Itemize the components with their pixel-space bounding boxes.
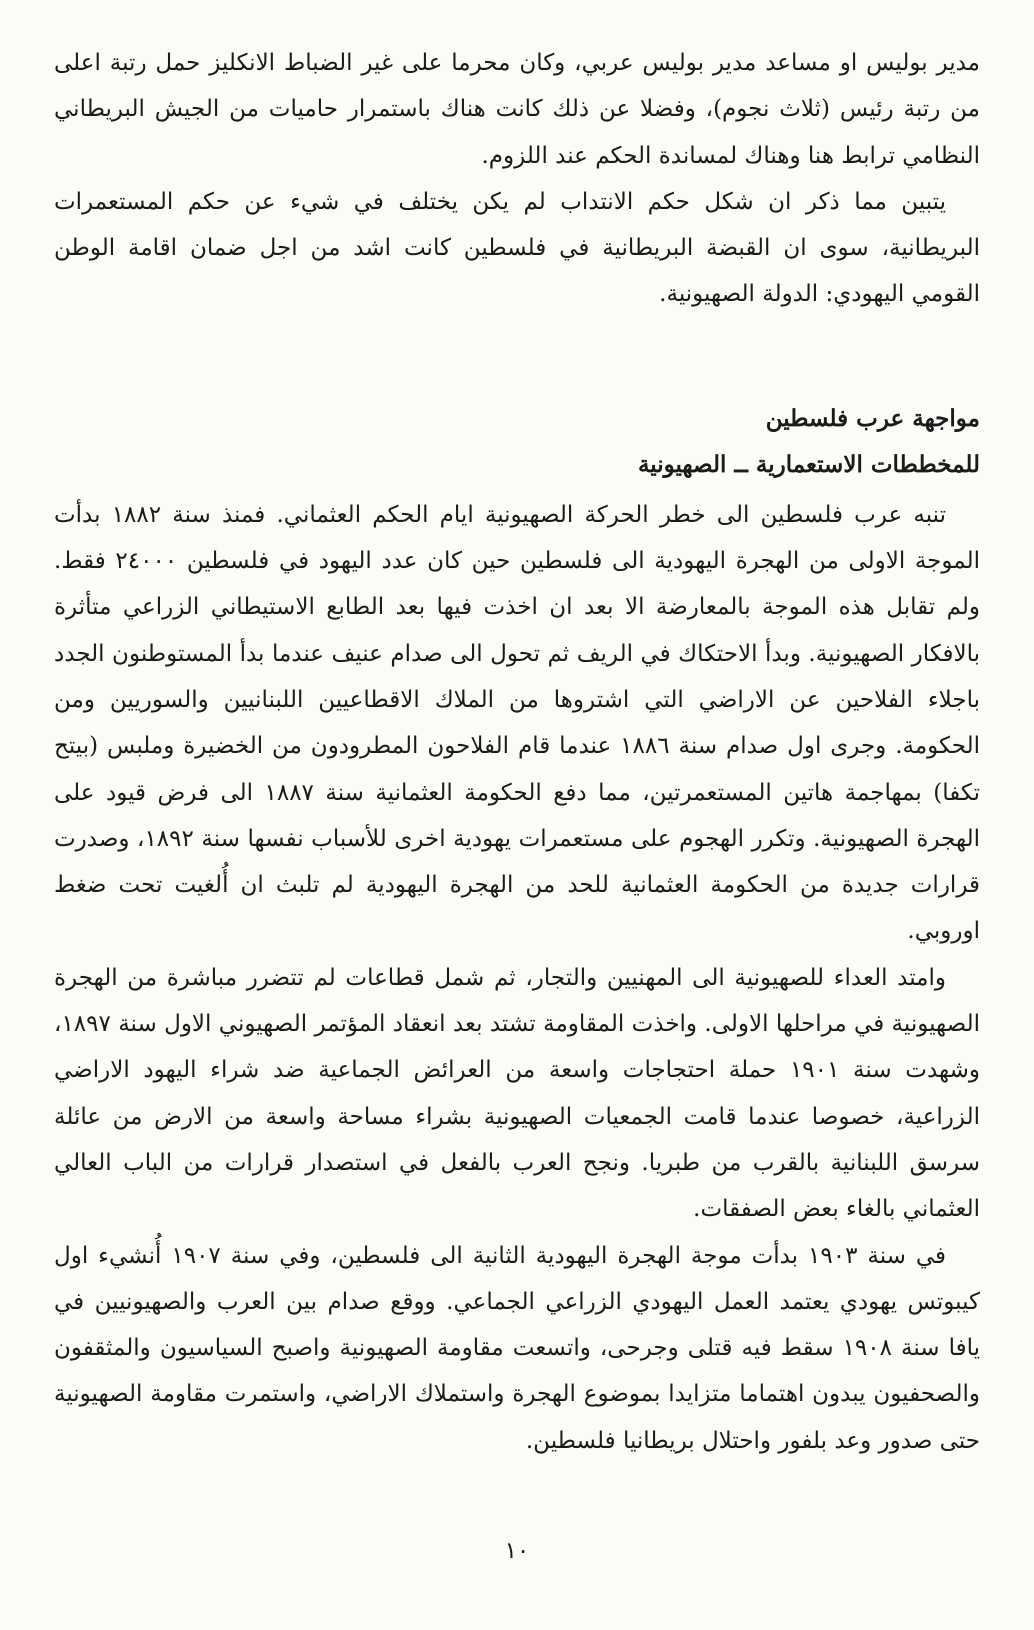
section-heading: مواجهة عرب فلسطين [765,404,980,432]
page-body [54,40,980,1464]
intro-paragraph-2: يتبين مما ذكر ان شكل حكم الانتداب لم يكن يختلف في شيء عن حكم المستعمرات البريطانية، سوى ان القبضة البريطانية في فلسطين كانت اشد من اجل ضمان اقامة الوطن القومي اليهودي: الدولة الصهيونية. [54,188,980,308]
section-paragraph-2: وامتد العداء للصهيونية الى المهنيين والتجار، ثم شمل قطاعات لم تتضرر مباشرة من الهجرة الصهيونية في مراحلها الاولى. واخذت المقاومة تشتد بعد انعقاد المؤتمر الصهيوني الاول سنة ١٨٩٧، وشهدت سنة ١٩٠١ حملة احتجاجات واسعة من العرائض الجماعية ضد شراء اليهود الاراضي الزراعية، خصوصا عندما قامت الجمعيات الصهيونية بشراء مساحة واسعة من الارض من عائلة سرسق اللبنانية بالقرب من طبريا. ونجح العرب بالفعل في استصدار قرارات من الباب العالي العثماني بالغاء بعض الصفقات. [54,964,980,1223]
page-number: ١٠ [504,1538,530,1564]
section-spacer [54,318,980,396]
section-paragraph-3: في سنة ١٩٠٣ بدأت موجة الهجرة اليهودية الثانية الى فلسطين، وفي سنة ١٩٠٧ أُنشيء اول كيبوتس يهودي يعتمد العمل اليهودي الزراعي الجماعي. ووقع صدام بين العرب والصهيونيين في يافا سنة ١٩٠٨ سقط فيه قتلى وجرحى، واتسعت مقاومة الصهيونية واصبح السياسيون والمثقفون والصحفيون يبدون اهتماما متزايدا بموضوع الهجرة واستملاك الاراضي، واستمرت مقاومة الصهيونية حتى صدور وعد بلفور واحتلال بريطانيا فلسطين. [54,1242,980,1454]
intro-paragraph-1: مدير بوليس او مساعد مدير بوليس عربي، وكان محرما على غير الضباط الانكليز حمل رتبة اعلى من رتبة رئيس (ثلاث نجوم)، وفضلا عن ذلك كانت هناك باستمرار حاميات من الجيش البريطاني النظامي ترابط هنا وهناك لمساندة الحكم عند اللزوم. [54,50,980,169]
section-subheading: للمخططات الاستعمارية ــ الصهيونية [637,450,980,478]
section-paragraph-1: تنبه عرب فلسطين الى خطر الحركة الصهيونية ايام الحكم العثماني. فمنذ سنة ١٨٨٢ بدأت الموجة الاولى من الهجرة اليهودية الى فلسطين حين كان عدد اليهود في فلسطين ٢٤٠٠٠ فقط. ولم تقابل هذه الموجة بالمعارضة الا بعد ان اخذت فيها بعد الطابع الاستيطاني الزراعي متأثرة بالافكار الصهيونية. وبدأ الاحتكاك في الريف ثم تحول الى صدام عنيف عندما بدأ المستوطنون الجدد باجلاء الفلاحين عن الاراضي التي اشتروها من الملاك الاقطاعيين اللبنانيين والسوريين ومن الحكومة. وجرى اول صدام سنة ١٨٨٦ عندما قام الفلاحون المطرودون من الخضيرة وملبس (بيتح تكفا) بمهاجمة هاتين المستعمرتين، مما دفع الحكومة العثمانية سنة ١٨٨٧ الى فرض قيود على الهجرة الصهيونية. وتكرر الهجوم على مستعمرات يهودية اخرى للأسباب نفسها سنة ١٨٩٢، وصدرت قرارات جديدة من الحكومة العثمانية للحد من الهجرة اليهودية لم تلبث ان أُلغيت تحت ضغط اوروبي. [54,501,980,945]
